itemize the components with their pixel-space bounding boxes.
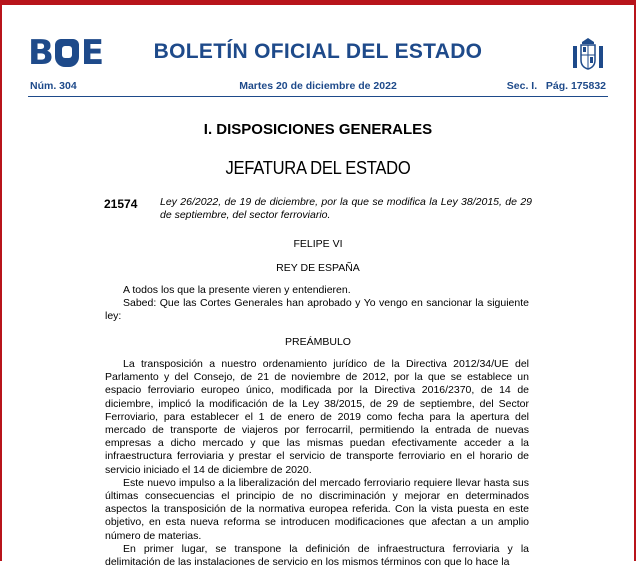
- window-top-border: [0, 0, 636, 5]
- department-title: JEFATURA DEL ESTADO: [225, 158, 411, 178]
- page-title: BOLETÍN OFICIAL DEL ESTADO: [153, 40, 483, 63]
- law-title: Ley 26/2022, de 19 de diciembre, por la que se modifica la Ley 38/2015, de 29 de septiembre, del sector ferroviario.: [160, 196, 532, 221]
- king-title: REY DE ESPAÑA: [276, 262, 360, 274]
- issue-date: Martes 20 de diciembre de 2022: [239, 80, 397, 92]
- window-left-border: [0, 0, 2, 561]
- law-number: 21574: [104, 197, 138, 211]
- section-page: Sec. I. Pág. 175832: [506, 80, 606, 92]
- opening-formula: [105, 284, 529, 324]
- section-title: I. DISPOSICIONES GENERALES: [203, 121, 433, 138]
- opening-line: A todos los que la presente vieren y entendieren.: [123, 284, 351, 296]
- preamble-body: [105, 358, 529, 569]
- issue-number: Núm. 304: [30, 80, 77, 92]
- paragraph: En primer lugar, se transpone la definición de infraestructura ferroviaria y la delimitación de las instalaciones de servicio en los mismos términos con que lo hace la: [105, 542, 529, 569]
- boe-logo: B E: [28, 33, 104, 73]
- preamble-title: PREÁMBULO: [285, 336, 351, 348]
- coat-of-arms-icon: [570, 36, 606, 72]
- header-divider: [28, 96, 608, 97]
- paragraph: La transposición a nuestro ordenamiento jurídico de la Directiva 2012/34/UE del Parlamento y del Consejo, de 21 de noviembre de 2012, por la que se establece un espacio ferroviario europeo único, modificada por la Directiva 2016/2370, de 14 de diciembre, implicó la modificación de la Ley 38/2015, de 29 de septiembre, del Sector Ferroviario, para establecer el 1 de enero de 2019 como fecha para la apertura del mercado de transporte de viajeros por ferrocarril, permitiendo la entrada de nuevas empresas a dicho mercado y que las mismas puedan efectivamente acceder a la infraestructura ferroviaria y prestar el servicio de transporte ferroviario en el horario de servicio iniciado el 14 de diciembre de 2020.: [105, 358, 529, 476]
- opening-line: Sabed: Que las Cortes Generales han aprobado y Yo vengo en sancionar la siguiente ley:: [105, 297, 529, 323]
- paragraph: Este nuevo impulso a la liberalización del mercado ferroviario requiere llevar hasta sus últimas consecuencias el principio de no discriminación y mejorar en determinados aspectos la transposición de la normativa europea referida. Con la vista puesta en este objetivo, en esta nueva reforma se introducen modificaciones que afectan a un amplio número de materias.: [105, 476, 529, 542]
- king-name: FELIPE VI: [293, 238, 343, 250]
